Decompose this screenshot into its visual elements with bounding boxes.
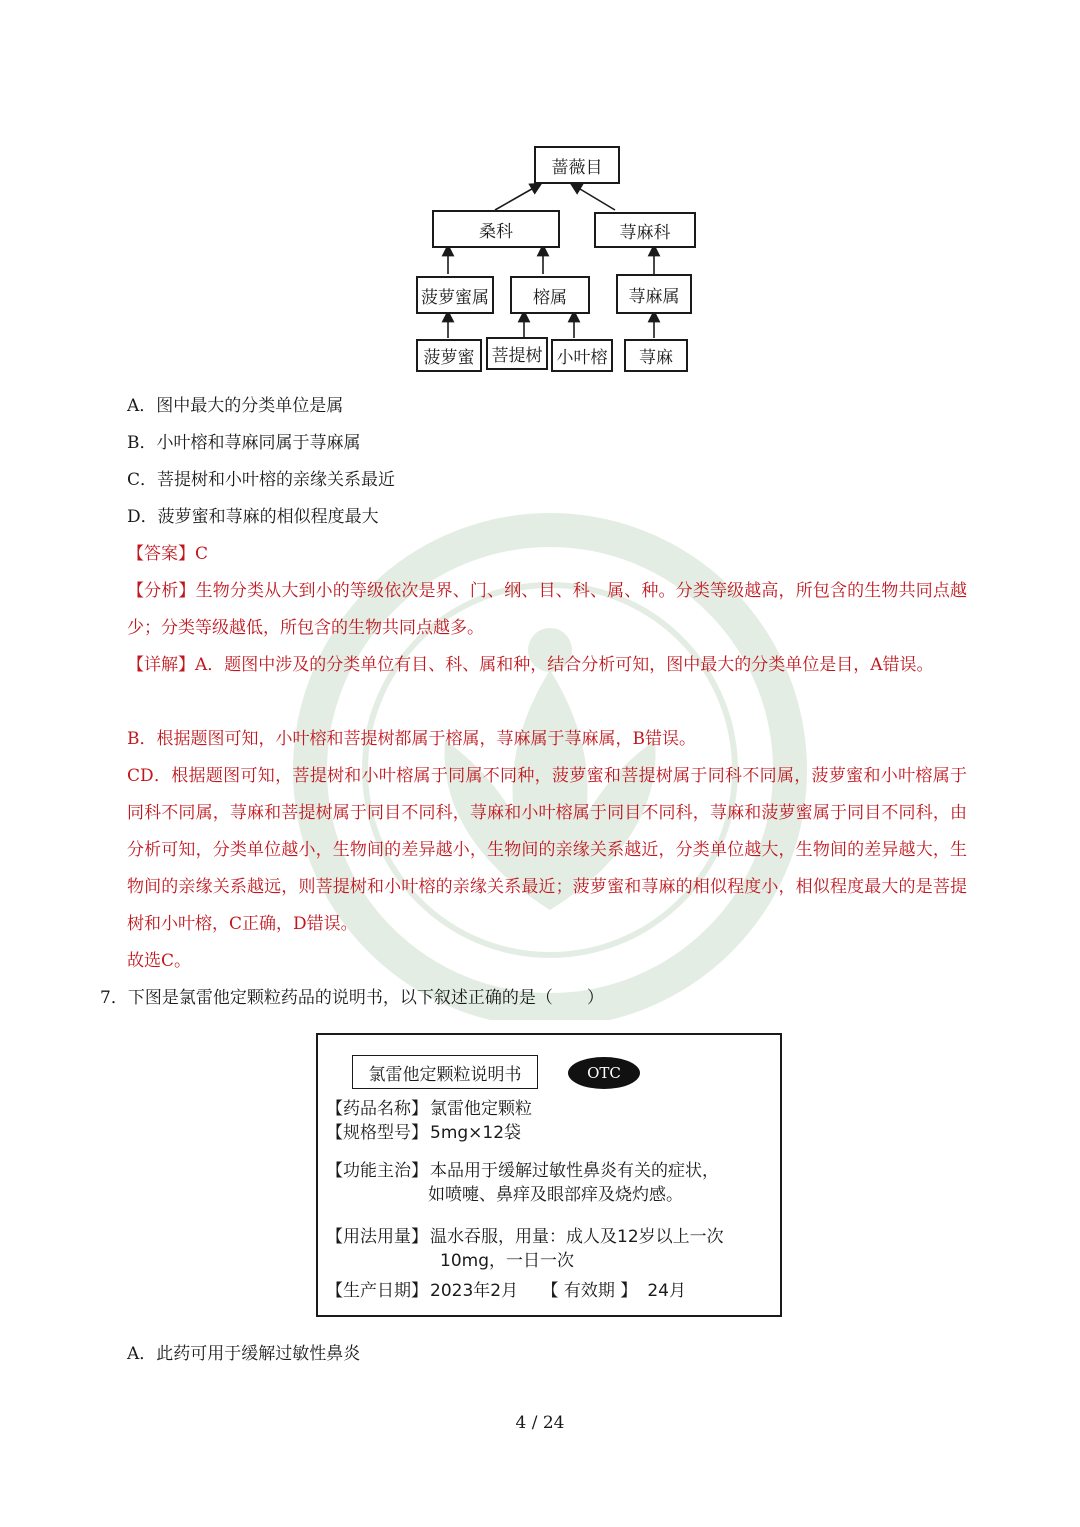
tree-node-genus-ficus: 榕属 [510, 276, 590, 314]
label-row-spec [326, 1121, 521, 1145]
tree-node-species-jackfruit: 菠萝蜜 [416, 339, 482, 372]
label-expiry-value: 24月 [647, 1281, 686, 1301]
detail-a-text: A．题图中涉及的分类单位有目、科、属和种，结合分析可知，图中最大的分类单位是目，A错误。 [195, 655, 934, 675]
q6-option-b: B．小叶榕和荨麻同属于荨麻属 [127, 433, 361, 453]
label-usage-value-cont: 10mg，一日一次 [440, 1251, 574, 1271]
label-usage-value: 温水吞服，用量：成人及12岁以上一次 [430, 1227, 724, 1247]
label-name-key: 【药品名称】 [326, 1099, 428, 1119]
tree-node-genus-urtica: 荨麻属 [616, 274, 692, 314]
taxonomy-diagram [400, 140, 700, 380]
label-spec-value: 5mg×12袋 [430, 1123, 522, 1143]
detail-conclusion: 故选C。 [127, 951, 192, 971]
answer-value: C [195, 544, 209, 564]
tree-node-genus-artocarpus: 菠萝蜜属 [416, 276, 494, 314]
tree-node-order: 蔷薇目 [534, 146, 620, 184]
label-function-value-cont: 如喷嚏、鼻痒及眼部痒及烧灼感。 [428, 1185, 683, 1205]
label-function-value: 本品用于缓解过敏性鼻炎有关的症状， [430, 1161, 719, 1181]
detail-paragraph-b: B．根据题图可知，小叶榕和菩提树都属于榕属，荨麻属于荨麻属，B错误。 [127, 729, 696, 749]
q6-option-a: A．图中最大的分类单位是属 [127, 396, 344, 416]
detail-paragraph-cd: CD．根据题图可知，菩提树和小叶榕属于同属不同种，菠萝蜜和菩提树属于同科不同属，菠萝蜜和小叶榕属于同科不同属，荨麻和菩提树属于同目不同科，荨麻和小叶榕属于同目不同科，荨麻和菠萝蜜属于同目不同科，由分析可知，分类单位越小，生物间的差异越小，生物间的亲缘关系越近，分类单位越大，生物间的差异越大，生物间的亲缘关系越远，则菩提树和小叶榕的亲缘关系最近；菠萝蜜和荨麻的相似程度小，相似程度最大的是菩提树和小叶榕，C正确，D错误。 [127, 766, 967, 934]
tree-node-species-bodhi: 菩提树 [486, 337, 548, 370]
q7-option-a: A．此药可用于缓解过敏性鼻炎 [127, 1344, 361, 1364]
label-expiry-key: 【 有效期 】 [541, 1281, 638, 1301]
drug-label [316, 1033, 782, 1317]
answer-tag: 【答案】 [127, 544, 195, 564]
label-function-key: 【功能主治】 [326, 1161, 428, 1181]
label-usage-key: 【用法用量】 [326, 1227, 428, 1247]
analysis-tag: 【分析】 [127, 581, 196, 601]
label-name-value: 氯雷他定颗粒 [430, 1099, 532, 1119]
q7-stem: 7．下图是氯雷他定颗粒药品的说明书，以下叙述正确的是（ ） [100, 988, 604, 1008]
q6-option-d: D．菠萝蜜和荨麻的相似程度最大 [127, 507, 379, 527]
detail-tag: 【详解】 [127, 655, 195, 675]
label-spec-key: 【规格型号】 [326, 1123, 428, 1143]
tree-node-family-urticaceae: 荨麻科 [594, 212, 696, 248]
detail-paragraph-a [127, 647, 967, 684]
tree-node-family-moraceae: 桑科 [432, 210, 560, 248]
q6-option-c: C．菩提树和小叶榕的亲缘关系最近 [127, 470, 396, 490]
label-row-usage [326, 1225, 724, 1249]
tree-node-species-smallleaf-banyan: 小叶榕 [551, 339, 613, 372]
page-number: 4 / 24 [515, 1413, 565, 1433]
label-date-value: 2023年2月 [430, 1281, 519, 1301]
label-date-key: 【生产日期】 [326, 1281, 428, 1301]
label-row-date [326, 1279, 686, 1303]
otc-badge: OTC [568, 1057, 640, 1089]
analysis-paragraph [127, 573, 967, 647]
label-row-name [326, 1097, 532, 1121]
label-row-function [326, 1159, 719, 1183]
analysis-text: 生物分类从大到小的等级依次是界、门、纲、目、科、属、种。分类等级越高，所包含的生物共同点越少；分类等级越低，所包含的生物共同点越多。 [127, 581, 968, 638]
answer-line [127, 543, 208, 565]
tree-node-species-nettle: 荨麻 [624, 339, 688, 372]
drug-label-title: 氯雷他定颗粒说明书 [352, 1055, 538, 1089]
